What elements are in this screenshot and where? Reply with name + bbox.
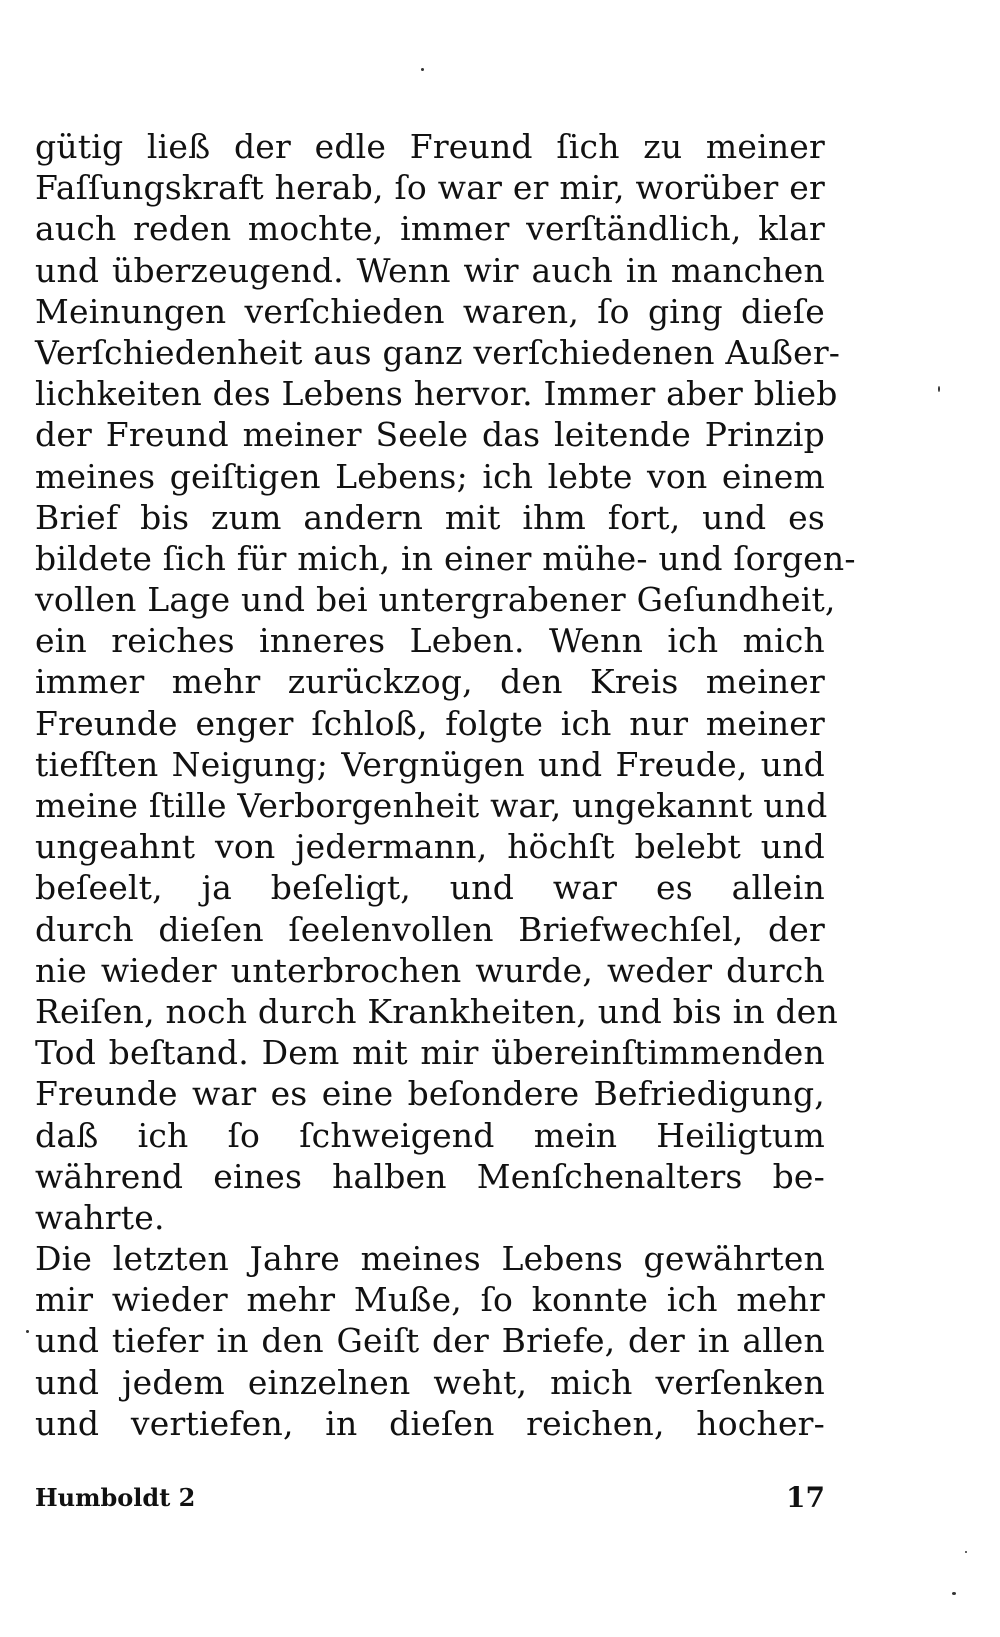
text-line: daß ich ſo ſchweigend mein Heiligtum xyxy=(35,1115,825,1155)
text-line: vollen Lage und bei untergrabener Geſundheit, xyxy=(35,580,836,620)
text-line: beſeelt, ja beſeligt, und war es allein xyxy=(35,868,825,908)
text-line: meine ſtille Verborgenheit war, ungekannt und xyxy=(35,786,828,825)
text-line: meines geiſtigen Lebens; ich lebte von einem xyxy=(35,456,825,496)
scan-speck xyxy=(26,1330,29,1333)
text-line: Brief bis zum andern mit ihm fort, und es xyxy=(35,497,825,537)
text-line: und vertiefen, in dieſen reichen, hocher- xyxy=(35,1403,825,1443)
page-number: 17 xyxy=(786,1481,825,1514)
scan-speck xyxy=(952,1592,956,1595)
signature-mark: Humboldt 2 xyxy=(35,1483,196,1512)
text-line: durch dieſen ſeelenvollen Briefwechſel, der xyxy=(35,909,825,949)
text-line-paragraph-end: wahrte. xyxy=(35,1197,165,1237)
text-line: auch reden mochte, immer verſtändlich, klar xyxy=(35,209,825,249)
text-line: nie wieder unterbrochen wurde, weder durch xyxy=(35,950,825,990)
text-line: gütig ließ der edle Freund ſich zu meiner xyxy=(35,127,825,166)
text-line: Reiſen, noch durch Krankheiten, und bis in den xyxy=(35,991,838,1031)
text-line: und überzeugend. Wenn wir auch in manchen xyxy=(35,250,825,290)
scan-speck xyxy=(965,1551,967,1553)
text-line: und jedem einzelnen weht, mich verſenken xyxy=(35,1362,825,1402)
text-line: Freunde enger ſchloß, folgte ich nur meiner xyxy=(35,703,825,743)
text-line: Die letzten Jahre meines Lebens gewährten xyxy=(35,1239,825,1279)
text-line: ungeahnt von jedermann, höchſt belebt und xyxy=(35,827,825,867)
text-line: der Freund meiner Seele das leitende Prinzip xyxy=(35,415,825,455)
text-line: Verſchiedenheit aus ganz verſchiedenen Außer- xyxy=(35,332,841,372)
text-line: Meinungen verſchieden waren, ſo ging dieſe xyxy=(35,291,825,331)
scan-speck xyxy=(938,386,940,392)
scan-speck xyxy=(421,68,424,71)
text-line: und tiefer in den Geiſt der Briefe, der in allen xyxy=(35,1321,825,1361)
text-line: lichkeiten des Lebens hervor. Immer aber blieb xyxy=(35,374,838,414)
body-text xyxy=(35,126,856,1444)
text-line: immer mehr zurückzog, den Kreis meiner xyxy=(35,662,825,702)
page-footer xyxy=(35,1478,825,1518)
text-line: mir wieder mehr Muße, ſo konnte ich mehr xyxy=(35,1280,825,1320)
text-line: tiefſten Neigung; Vergnügen und Freude, und xyxy=(35,744,825,784)
text-line: bildete ſich für mich, in einer mühe- und ſorgen- xyxy=(35,538,856,578)
text-line: während eines halben Menſchenalters be- xyxy=(35,1156,825,1196)
text-line: Freunde war es eine beſondere Befriedigung, xyxy=(35,1074,825,1114)
text-line: Tod beſtand. Dem mit mir übereinſtimmenden xyxy=(35,1033,825,1073)
text-line: ein reiches inneres Leben. Wenn ich mich xyxy=(35,621,825,661)
text-line: Faſſungskraft herab, ſo war er mir, worüber er xyxy=(35,168,825,208)
